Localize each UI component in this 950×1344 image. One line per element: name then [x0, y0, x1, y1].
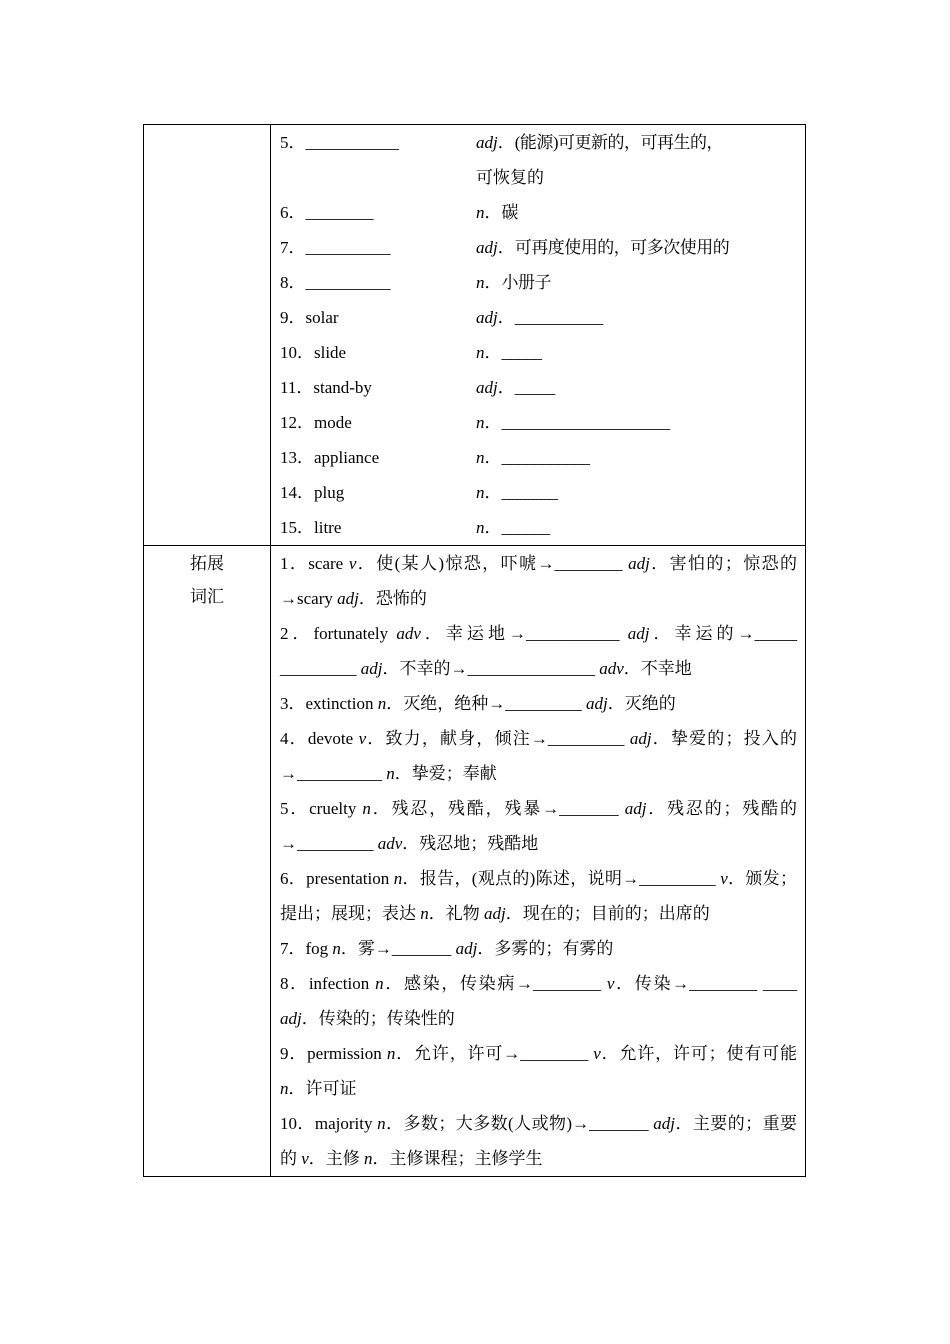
vocab-definition [476, 265, 797, 300]
part-of-speech: n [362, 799, 371, 818]
part-of-speech: adj [484, 904, 506, 923]
expansion-text: ．残忍地；残酷地 [402, 834, 539, 853]
expansion-text: ．灭绝，绝种→_________ [386, 694, 586, 713]
expansion-item [280, 546, 797, 616]
expansion-text: 7．fog [280, 939, 333, 958]
part-of-speech: adv [396, 624, 421, 643]
expansion-text: ．传染的；传染性的 [301, 1009, 455, 1028]
vocab-definition [476, 300, 797, 335]
expansion-text: ．报告，(观点的)陈述，说明→_________ [402, 869, 721, 888]
vocab-word: 6．________ [280, 203, 374, 222]
part-of-speech: n [386, 1044, 396, 1063]
vocab-definition [476, 125, 797, 195]
definition-text: _____ [514, 378, 555, 397]
vocab-definition [476, 440, 797, 475]
expansion-text: ．致力，献身，倾注→_________ [366, 729, 630, 748]
expansion-item [280, 1106, 797, 1176]
expansion-text: ．幸运的→_____ _________ [280, 624, 797, 678]
definition-text: (能源)可更新的，可再生的， [514, 133, 724, 152]
part-of-speech: n [377, 1114, 386, 1133]
pos-separator: ． [484, 273, 502, 292]
vocab-word: 5．___________ [280, 133, 399, 152]
part-of-speech: adj [629, 729, 652, 748]
expansion-text: ．使(某人)惊恐，吓唬→________ [356, 554, 629, 573]
vocab-item [280, 230, 797, 265]
part-of-speech: n [476, 273, 485, 292]
definition-text: 可再度使用的，可多次使用的 [514, 238, 730, 257]
expansion-text: ．雾→_______ [340, 939, 456, 958]
expansion-text: ．允许，许可→________ [395, 1044, 594, 1063]
definition-text: 碳 [501, 203, 518, 222]
part-of-speech: adj [476, 308, 498, 327]
part-of-speech: adj [280, 1009, 302, 1028]
vocab-word: 10．slide [280, 343, 347, 362]
pos-separator: ． [484, 203, 502, 222]
expansion-text: ．挚爱的；投入的→__________ [280, 729, 798, 783]
definition-continued: 可恢复的 [476, 168, 544, 187]
pos-separator: ． [484, 413, 502, 432]
vocab-word: 15．litre [280, 518, 342, 537]
expansion-text: 4．devote [280, 729, 359, 748]
expansion-text: ．幸运地→___________ [420, 624, 628, 643]
definition-text: _____________________ [501, 413, 670, 432]
part-of-speech: v [593, 1044, 601, 1063]
vocab-list [271, 125, 805, 545]
expansion-text: 2．fortunately [280, 624, 397, 643]
expansion-text: ．主修 [308, 1149, 365, 1168]
expansion-text: ．多雾的；有雾的 [477, 939, 614, 958]
vocab-word: 12．mode [280, 413, 352, 432]
pos-separator: ． [497, 238, 515, 257]
expansion-item [280, 791, 797, 861]
vocab-definition [476, 475, 797, 510]
part-of-speech: adj [585, 694, 608, 713]
expansion-text: ．挚爱；奉献 [394, 764, 497, 783]
category-cell-empty [144, 125, 271, 546]
expansion-text: 5．cruelty [280, 799, 363, 818]
vocab-item [280, 405, 797, 440]
part-of-speech: n [393, 869, 403, 888]
vocab-row-group [144, 125, 806, 546]
vocab-word: 9．solar [280, 308, 339, 327]
pos-separator: ． [484, 448, 502, 467]
expansion-text: ．残忍的；残酷的→_________ [280, 799, 798, 853]
expansion-row-group [144, 546, 806, 1177]
part-of-speech: n [332, 939, 341, 958]
part-of-speech: adj [360, 659, 383, 678]
vocab-item [280, 300, 797, 335]
expansion-text: 6．presentation [280, 869, 394, 888]
category-cell-expansion [144, 546, 271, 1177]
part-of-speech: n [476, 448, 485, 467]
part-of-speech: n [476, 483, 485, 502]
expansion-item [280, 966, 797, 1036]
pos-separator: ． [497, 378, 515, 397]
pos-separator: ． [484, 518, 502, 537]
vocab-list-cell [271, 125, 806, 546]
vocab-item [280, 475, 797, 510]
part-of-speech: n [386, 764, 395, 783]
expansion-text: ．主要的；重要的 [280, 1114, 798, 1168]
part-of-speech: adj [476, 133, 498, 152]
expansion-text: ．不幸的→_______________ [382, 659, 600, 678]
expansion-text: 10．majority [280, 1114, 378, 1133]
part-of-speech: adj [476, 378, 498, 397]
expansion-text: 3．extinction [280, 694, 378, 713]
expansion-text: ．不幸地 [623, 659, 692, 678]
part-of-speech: v [301, 1149, 309, 1168]
part-of-speech: n [476, 203, 485, 222]
part-of-speech: adj [627, 624, 650, 643]
vocab-definition [476, 230, 797, 265]
expansion-text: ．恐怖的 [358, 589, 427, 608]
vocab-definition [476, 370, 797, 405]
expansion-text: 9．permission [280, 1044, 387, 1063]
expansion-text: ．害怕的；惊恐的→scary [280, 554, 797, 608]
part-of-speech: n [420, 904, 429, 923]
part-of-speech: adj [455, 939, 478, 958]
vocab-item [280, 370, 797, 405]
expansion-text: ．残忍，残酷，残暴→_______ [370, 799, 625, 818]
vocab-item [280, 125, 797, 195]
definition-text: ___________ [514, 308, 603, 327]
part-of-speech: adv [377, 834, 403, 853]
part-of-speech: n [364, 1149, 373, 1168]
vocab-word: 7．__________ [280, 238, 391, 257]
vocab-item [280, 265, 797, 300]
part-of-speech: v [606, 974, 615, 993]
part-of-speech: adj [628, 554, 650, 573]
part-of-speech: adv [599, 659, 624, 678]
expansion-item [280, 686, 797, 721]
expansion-text: ．主修课程；主修学生 [372, 1149, 543, 1168]
part-of-speech: n [476, 343, 485, 362]
part-of-speech: v [348, 554, 357, 573]
vocab-word: 8．__________ [280, 273, 391, 292]
category-label-line1: 拓展 [190, 554, 224, 573]
pos-separator: ． [484, 483, 502, 502]
part-of-speech: adj [337, 589, 359, 608]
part-of-speech: v [358, 729, 367, 748]
expansion-text: ．感染，传染病→________ [383, 974, 607, 993]
part-of-speech: n [375, 974, 384, 993]
vocab-word: 13．appliance [280, 448, 380, 467]
vocab-item [280, 335, 797, 370]
pos-separator: ． [497, 133, 515, 152]
expansion-list-cell [271, 546, 806, 1177]
expansion-text: 8．infection [280, 974, 376, 993]
definition-text: _______ [501, 483, 558, 502]
expansion-item [280, 1036, 797, 1106]
category-label-line2: 词汇 [190, 587, 224, 606]
part-of-speech: n [476, 518, 485, 537]
expansion-item [280, 931, 797, 966]
part-of-speech: n [377, 694, 387, 713]
definition-text: _____ [501, 343, 542, 362]
expansion-text: ．传染→________ ____ [614, 974, 798, 993]
vocab-definition [476, 335, 797, 370]
expansion-item [280, 721, 797, 791]
expansion-text: ．颁发；提出；展现；表达 [280, 869, 797, 923]
expansion-text: ．多数；大多数(人或物)→_______ [385, 1114, 654, 1133]
vocab-definition [476, 510, 797, 545]
definition-text: ___________ [501, 448, 590, 467]
expansion-item [280, 616, 797, 686]
part-of-speech: n [280, 1079, 289, 1098]
definition-text: ______ [501, 518, 550, 537]
part-of-speech: n [476, 413, 485, 432]
vocab-word: 11．stand-by [280, 378, 372, 397]
vocab-item [280, 440, 797, 475]
expansion-text: 1．scare [280, 554, 349, 573]
part-of-speech: v [720, 869, 728, 888]
part-of-speech: adj [624, 799, 647, 818]
expansion-text: ．现在的；目前的；出席的 [505, 904, 710, 923]
pos-separator: ． [497, 308, 515, 327]
part-of-speech: adj [476, 238, 498, 257]
vocab-definition [476, 405, 797, 440]
vocab-definition [476, 195, 797, 230]
expansion-item [280, 861, 797, 931]
expansion-list [271, 546, 805, 1176]
expansion-text: ．允许，许可；使有可能 [600, 1044, 797, 1063]
vocab-item [280, 195, 797, 230]
expansion-text: ．灭绝的 [607, 694, 676, 713]
vocab-item [280, 510, 797, 545]
pos-separator: ． [484, 343, 502, 362]
vocabulary-table [143, 124, 806, 1177]
definition-text: 小册子 [501, 273, 551, 292]
part-of-speech: adj [653, 1114, 676, 1133]
expansion-text: ．礼物 [428, 904, 484, 923]
expansion-text: ．许可证 [288, 1079, 357, 1098]
vocab-word: 14．plug [280, 483, 345, 502]
